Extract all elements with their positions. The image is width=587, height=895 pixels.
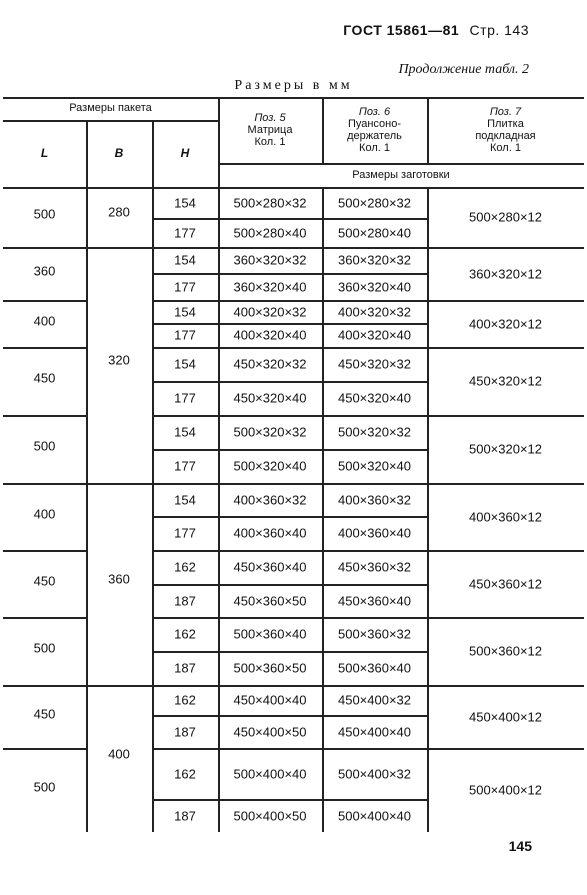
inner-row-rule <box>152 323 427 325</box>
group-rule-L <box>3 685 86 687</box>
column-rule-pos5-header <box>322 97 324 163</box>
pos5-label: Поз. 5 <box>254 112 286 124</box>
cell-B: 320 <box>108 352 130 368</box>
col-header-H: H <box>180 146 190 160</box>
cell-pos7: 360×320×12 <box>468 266 543 281</box>
column-rule-pos6 <box>427 187 429 832</box>
inner-row-rule <box>152 218 427 220</box>
group-rule <box>152 550 584 552</box>
cell-B: 400 <box>108 746 130 761</box>
group-rule <box>152 483 584 485</box>
cell-H: 177 <box>174 525 196 541</box>
continuation-label: Продолжение табл. 2 <box>398 62 529 77</box>
group-rule-L <box>3 617 86 619</box>
cell-pos6: 400×320×40 <box>337 327 412 343</box>
group-rule-L <box>3 300 86 302</box>
group-rule <box>152 617 584 619</box>
inner-row-rule <box>152 381 427 383</box>
cell-L: 450 <box>33 370 56 386</box>
cell-L: 450 <box>33 573 56 588</box>
cell-pos6: 450×320×40 <box>337 390 412 406</box>
group-rule-L <box>3 748 86 750</box>
cell-pos5: 500×320×32 <box>233 424 307 440</box>
cell-pos5: 500×280×40 <box>233 225 307 240</box>
pos-header-rule <box>218 163 584 165</box>
col-header-B: B <box>114 146 124 160</box>
cell-H: 187 <box>174 593 196 608</box>
cell-pos6: 450×360×32 <box>337 559 412 575</box>
units-title: Размеры в мм <box>234 78 353 93</box>
cell-H: 154 <box>174 356 196 372</box>
cell-pos5: 450×360×50 <box>233 593 307 608</box>
cell-H: 154 <box>174 304 196 319</box>
cell-pos5: 400×360×32 <box>233 492 307 507</box>
cell-B: 280 <box>108 204 130 220</box>
group-rule <box>152 415 584 417</box>
cell-L: 360 <box>33 263 56 278</box>
cell-pos6: 500×280×32 <box>337 195 412 210</box>
pos6-name-line1: Пуансоно- <box>347 118 402 130</box>
col-header-L: L <box>40 146 49 160</box>
inner-row-rule <box>152 584 427 586</box>
standard-code: ГОСТ 15861—81 <box>343 22 460 38</box>
cell-L: 500 <box>33 206 56 222</box>
cell-H: 162 <box>174 559 196 575</box>
group-rule-B <box>86 247 152 249</box>
cell-pos7: 450×360×12 <box>468 576 543 591</box>
cell-H: 162 <box>174 692 196 708</box>
pos7-name-line2: подкладная <box>475 130 536 142</box>
cell-H: 177 <box>174 327 196 343</box>
cell-L: 500 <box>33 640 56 656</box>
cell-pos7: 450×320×12 <box>468 373 543 389</box>
cell-B: 360 <box>108 571 130 587</box>
column-rule-pos6-header <box>427 97 429 163</box>
cell-pos5: 360×320×32 <box>233 252 307 268</box>
col-header-pos7 <box>475 106 535 154</box>
cell-L: 500 <box>33 438 56 454</box>
inner-row-rule <box>152 651 427 653</box>
group-rule-B <box>86 685 152 687</box>
pos7-label: Поз. 7 <box>489 106 522 118</box>
cell-pos5: 360×320×40 <box>233 279 307 294</box>
group-rule <box>152 748 584 750</box>
pos5-qty: Кол. 1 <box>254 136 286 148</box>
cell-pos5: 400×320×32 <box>233 304 307 319</box>
group-rule-L <box>3 415 86 417</box>
group-rule <box>152 347 584 349</box>
cell-H: 187 <box>174 808 196 823</box>
cell-pos7: 400×320×12 <box>468 316 543 331</box>
cell-pos5: 500×360×40 <box>233 626 307 642</box>
inner-row-rule <box>152 799 427 801</box>
cell-H: 154 <box>174 252 196 268</box>
cell-pos7: 500×400×12 <box>468 782 543 798</box>
cell-pos5: 450×400×40 <box>233 692 307 708</box>
cell-pos6: 500×320×32 <box>337 424 412 440</box>
cell-pos5: 450×400×50 <box>233 724 307 739</box>
cell-pos7: 500×360×12 <box>468 643 543 659</box>
group-rule-L <box>3 247 86 249</box>
cell-H: 187 <box>174 724 196 739</box>
cell-pos7: 500×320×12 <box>468 441 543 457</box>
cell-pos5: 500×400×40 <box>233 766 307 781</box>
inner-row-rule <box>152 715 427 717</box>
group-rule <box>152 247 584 249</box>
cell-pos6: 360×320×40 <box>337 279 412 294</box>
cell-H: 177 <box>174 390 196 406</box>
cell-pos7: 450×400×12 <box>468 709 543 724</box>
group-rule-L <box>3 550 86 552</box>
cell-H: 154 <box>174 424 196 440</box>
col-header-pos5 <box>248 112 293 148</box>
cell-pos5: 400×360×40 <box>233 525 307 541</box>
cell-pos6: 400×360×40 <box>337 525 412 541</box>
cell-pos5: 450×320×40 <box>233 390 307 406</box>
cell-pos6: 500×360×40 <box>337 660 412 676</box>
page-header <box>343 22 529 38</box>
inner-row-rule <box>152 449 427 451</box>
cell-pos7: 400×360×12 <box>468 509 543 524</box>
cell-pos5: 500×400×50 <box>233 808 307 823</box>
package-sizes-header: Размеры пакета <box>69 102 152 114</box>
dimensions-table <box>0 97 587 832</box>
group-rule <box>152 300 584 302</box>
inner-row-rule <box>152 516 427 518</box>
pos6-qty: Кол. 1 <box>359 142 390 154</box>
cell-pos6: 500×360×32 <box>337 626 412 642</box>
pos7-qty: Кол. 1 <box>490 142 521 154</box>
table-top-rule <box>3 97 584 99</box>
cell-H: 187 <box>174 660 196 676</box>
cell-H: 177 <box>174 279 196 294</box>
col-header-pos6 <box>347 106 402 154</box>
pos6-label: Поз. 6 <box>358 106 391 118</box>
cell-H: 177 <box>174 458 196 474</box>
cell-pos6: 450×360×40 <box>337 593 412 608</box>
inner-row-rule <box>152 273 427 275</box>
cell-H: 162 <box>174 766 196 781</box>
cell-pos5: 500×360×50 <box>233 660 307 676</box>
cell-pos6: 500×400×32 <box>337 766 412 781</box>
cell-pos5: 450×320×32 <box>233 356 307 372</box>
page-reference: Стр. 143 <box>469 22 529 38</box>
cell-L: 450 <box>33 706 56 721</box>
cell-pos6: 450×400×40 <box>337 724 412 739</box>
cell-L: 400 <box>33 313 56 328</box>
cell-pos6: 360×320×32 <box>337 252 412 268</box>
group-rule-L <box>3 483 86 485</box>
group-rule-L <box>3 347 86 349</box>
header-bottom-rule <box>3 187 584 189</box>
cell-pos6: 500×280×40 <box>337 225 412 240</box>
cell-H: 162 <box>174 626 196 642</box>
cell-pos5: 500×280×32 <box>233 195 307 210</box>
cell-L: 500 <box>33 779 56 795</box>
cell-L: 400 <box>33 506 56 521</box>
cell-H: 154 <box>174 492 196 507</box>
cell-pos6: 450×320×32 <box>337 356 412 372</box>
cell-pos6: 400×320×32 <box>337 304 412 319</box>
pos6-name-line2: держатель <box>347 130 402 142</box>
group-rule <box>152 685 584 687</box>
cell-pos6: 500×320×40 <box>337 458 412 474</box>
page-number: 145 <box>508 838 532 854</box>
column-rule-L <box>86 120 88 832</box>
cell-pos6: 400×360×32 <box>337 492 412 507</box>
pos7-name-line1: Плитка <box>487 118 524 130</box>
column-rule-pos5 <box>322 187 324 832</box>
package-header-rule <box>3 120 218 122</box>
cell-H: 154 <box>174 195 196 210</box>
cell-H: 177 <box>174 225 196 240</box>
cell-pos5: 400×320×40 <box>233 327 307 343</box>
blank-sizes-header: Размеры заготовки <box>352 169 450 181</box>
cell-pos7: 500×280×12 <box>468 209 543 225</box>
cell-pos6: 450×400×32 <box>337 692 412 708</box>
column-rule-B <box>152 120 154 832</box>
cell-pos5: 500×320×40 <box>233 458 307 474</box>
cell-pos6: 500×400×40 <box>337 808 412 823</box>
pos5-name: Матрица <box>247 124 293 136</box>
group-rule-B <box>86 483 152 485</box>
cell-pos5: 450×360×40 <box>233 559 307 575</box>
column-rule-H <box>218 97 220 832</box>
